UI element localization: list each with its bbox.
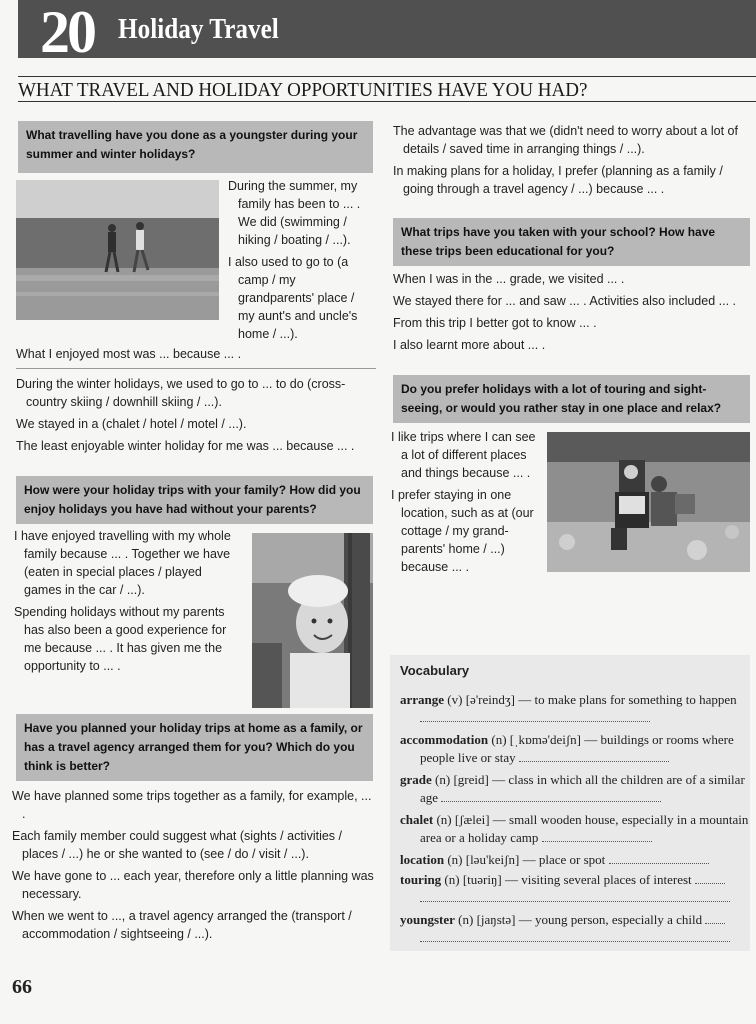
vocab-word: youngster bbox=[400, 912, 455, 927]
enjoyed-line: What I enjoyed most was ... because ... . bbox=[16, 347, 242, 361]
vocab-pos: (n) bbox=[444, 872, 460, 887]
subtitle-rule-bottom bbox=[18, 101, 756, 102]
vocab-definition: — buildings or rooms where people live or stay bbox=[420, 732, 734, 765]
vocab-ipa: [ˌkɒmə'deiʃn] bbox=[509, 732, 582, 747]
vocab-entry-accommodation bbox=[400, 731, 756, 767]
planned-line: We have planned some trips together as a family, for example, ... . bbox=[12, 789, 372, 821]
question-text: How were your holiday trips with your family? How did you enjoy holidays you have had without your parents? bbox=[24, 483, 361, 516]
vocab-definition: — small wooden house, especially in a mountain area or a holiday camp bbox=[420, 812, 749, 845]
question-text: What trips have you taken with your school? How have these trips been educational for you? bbox=[401, 225, 716, 258]
hikers-photo bbox=[547, 432, 750, 572]
unit-number: 20 bbox=[40, 0, 94, 65]
hikers-photo-image bbox=[547, 432, 750, 572]
vocabulary-title: Vocabulary bbox=[400, 663, 470, 678]
winter-line: During the winter holidays, we used to go to ... to do (cross-country skiing / downhill skiing / ...). bbox=[16, 377, 346, 409]
vocab-definition: — class in which all the children are of a similar age bbox=[420, 772, 745, 805]
suggest-line: Each family member could suggest what (sights / activities / places / ...) he or she wanted to (see / do / visit / ...). bbox=[12, 829, 342, 861]
question-box-travelling bbox=[18, 121, 373, 173]
fill-in-line bbox=[705, 915, 725, 924]
vocab-word: location bbox=[400, 852, 445, 867]
child-photo-image bbox=[252, 533, 373, 708]
vocab-entry-location bbox=[400, 851, 756, 869]
vocab-word: chalet bbox=[400, 812, 434, 827]
vocab-word: grade bbox=[400, 772, 432, 787]
least-enjoyable-line: The least enjoyable winter holiday for me was ... because ... . bbox=[16, 439, 355, 453]
learnt-more-line: I also learnt more about ... . bbox=[393, 338, 546, 352]
beach-photo bbox=[16, 180, 219, 320]
without-parents-line: Spending holidays without my parents has also been a good experience for me because ... . It has given me the opportunity to ... . bbox=[14, 605, 227, 673]
vocab-word: accommodation bbox=[400, 732, 489, 747]
gone-to-line: We have gone to ... each year, therefore only a little planning was necessary. bbox=[12, 869, 374, 901]
question-text: Do you prefer holidays with a lot of touring and sight-seeing, or would you rather stay in one place and relax? bbox=[401, 382, 722, 415]
vocab-ipa: [ʃælei] bbox=[454, 812, 490, 827]
vocab-pos: (n) bbox=[435, 772, 451, 787]
fill-in-line bbox=[542, 833, 652, 842]
fill-in-line bbox=[609, 855, 709, 864]
question-text: Have you planned your holiday trips at home as a family, or has a travel agency arranged them for you? Which do you think is better? bbox=[24, 721, 363, 773]
section-subtitle: WHAT TRAVEL AND HOLIDAY OPPORTUNITIES HAVE YOU HAD? bbox=[18, 79, 588, 101]
vocab-definition: — visiting several places of interest bbox=[505, 872, 692, 887]
question-box-planning bbox=[16, 714, 373, 781]
question-box-family-trips bbox=[16, 476, 373, 524]
vocab-ipa: [ə'reindʒ] bbox=[465, 692, 515, 707]
vocab-pos: (n) bbox=[458, 912, 474, 927]
vocab-ipa: [greid] bbox=[453, 772, 489, 787]
vocab-definition: — to make plans for something to happen bbox=[518, 692, 737, 707]
planning-text-block bbox=[12, 787, 378, 943]
vocab-entry-touring bbox=[400, 871, 756, 907]
fill-in-line bbox=[420, 893, 730, 902]
vocab-ipa: [jaŋstə] bbox=[476, 912, 516, 927]
vocab-entry-grade bbox=[400, 771, 756, 807]
camp-line: I also used to go to (a camp / my grandparents' place / my aunt's and uncle's home / ...). bbox=[228, 255, 358, 341]
prefer-staying-line: I prefer staying in one location, such as at (our cottage / my grand-parents' home / ...) because ... . bbox=[391, 488, 534, 574]
subtitle-rule-top bbox=[18, 76, 756, 77]
beach-photo-image bbox=[16, 180, 219, 320]
like-trips-line: I like trips where I can see a lot of different places and things because ... . bbox=[391, 430, 536, 480]
vocab-word: touring bbox=[400, 872, 442, 887]
vocab-entry-chalet bbox=[400, 811, 756, 847]
vocab-ipa: [tuəriŋ] bbox=[462, 872, 502, 887]
divider bbox=[16, 368, 376, 369]
advantage-text-block bbox=[393, 122, 748, 198]
page-number: 66 bbox=[12, 976, 32, 998]
fill-in-line bbox=[441, 793, 661, 802]
vocab-definition: — place or spot bbox=[522, 852, 606, 867]
fill-in-line bbox=[420, 933, 730, 942]
touring-text-block bbox=[391, 428, 541, 576]
grade-line: When I was in the ... grade, we visited ... . bbox=[393, 272, 625, 286]
fill-in-line bbox=[519, 753, 669, 762]
summer-text-block bbox=[228, 177, 368, 343]
vocab-pos: (n) bbox=[436, 812, 452, 827]
family-line: I have enjoyed travelling with my whole family because ... . Together we have (eaten in special places / played games in the car / ...). bbox=[14, 529, 231, 597]
fill-in-line bbox=[695, 875, 725, 884]
vocab-pos: (n) bbox=[447, 852, 463, 867]
family-text-block bbox=[14, 527, 236, 675]
vocab-ipa: [ləu'keiʃn] bbox=[465, 852, 520, 867]
vocabulary-box bbox=[390, 655, 750, 951]
vocab-pos: (n) bbox=[491, 732, 507, 747]
fill-in-line bbox=[420, 713, 650, 722]
vocab-entry-youngster bbox=[400, 911, 756, 947]
vocab-pos: (v) bbox=[447, 692, 463, 707]
question-text: What travelling have you done as a youngster during your summer and winter holidays? bbox=[26, 128, 358, 161]
vocab-word: arrange bbox=[400, 692, 445, 707]
advantage-line: The advantage was that we (didn't need to worry about a lot of details / saved time in arranging things / ...). bbox=[393, 124, 738, 156]
summer-line: During the summer, my family has been to ... . We did (swimming / hiking / boating / ...). bbox=[228, 179, 361, 247]
school-text-block bbox=[393, 270, 750, 354]
vocab-entry-arrange bbox=[400, 691, 756, 727]
unit-title: Holiday Travel bbox=[118, 14, 279, 45]
got-to-know-line: From this trip I better got to know ... . bbox=[393, 316, 597, 330]
question-box-school-trips bbox=[393, 218, 750, 266]
question-box-touring bbox=[393, 375, 750, 423]
prefer-planning-line: In making plans for a holiday, I prefer (planning as a family / going through a travel agency / ...) because ... . bbox=[393, 164, 723, 196]
vocab-definition: — young person, especially a child bbox=[518, 912, 703, 927]
child-photo bbox=[252, 533, 373, 708]
agency-line: When we went to ..., a travel agency arranged the (transport / accommodation / sightseeing / ...). bbox=[12, 909, 352, 941]
stayed-line: We stayed in a (chalet / hotel / motel / ...). bbox=[16, 417, 247, 431]
winter-text-block bbox=[16, 375, 376, 455]
stayed-there-line: We stayed there for ... and saw ... . Activities also included ... . bbox=[393, 294, 736, 308]
